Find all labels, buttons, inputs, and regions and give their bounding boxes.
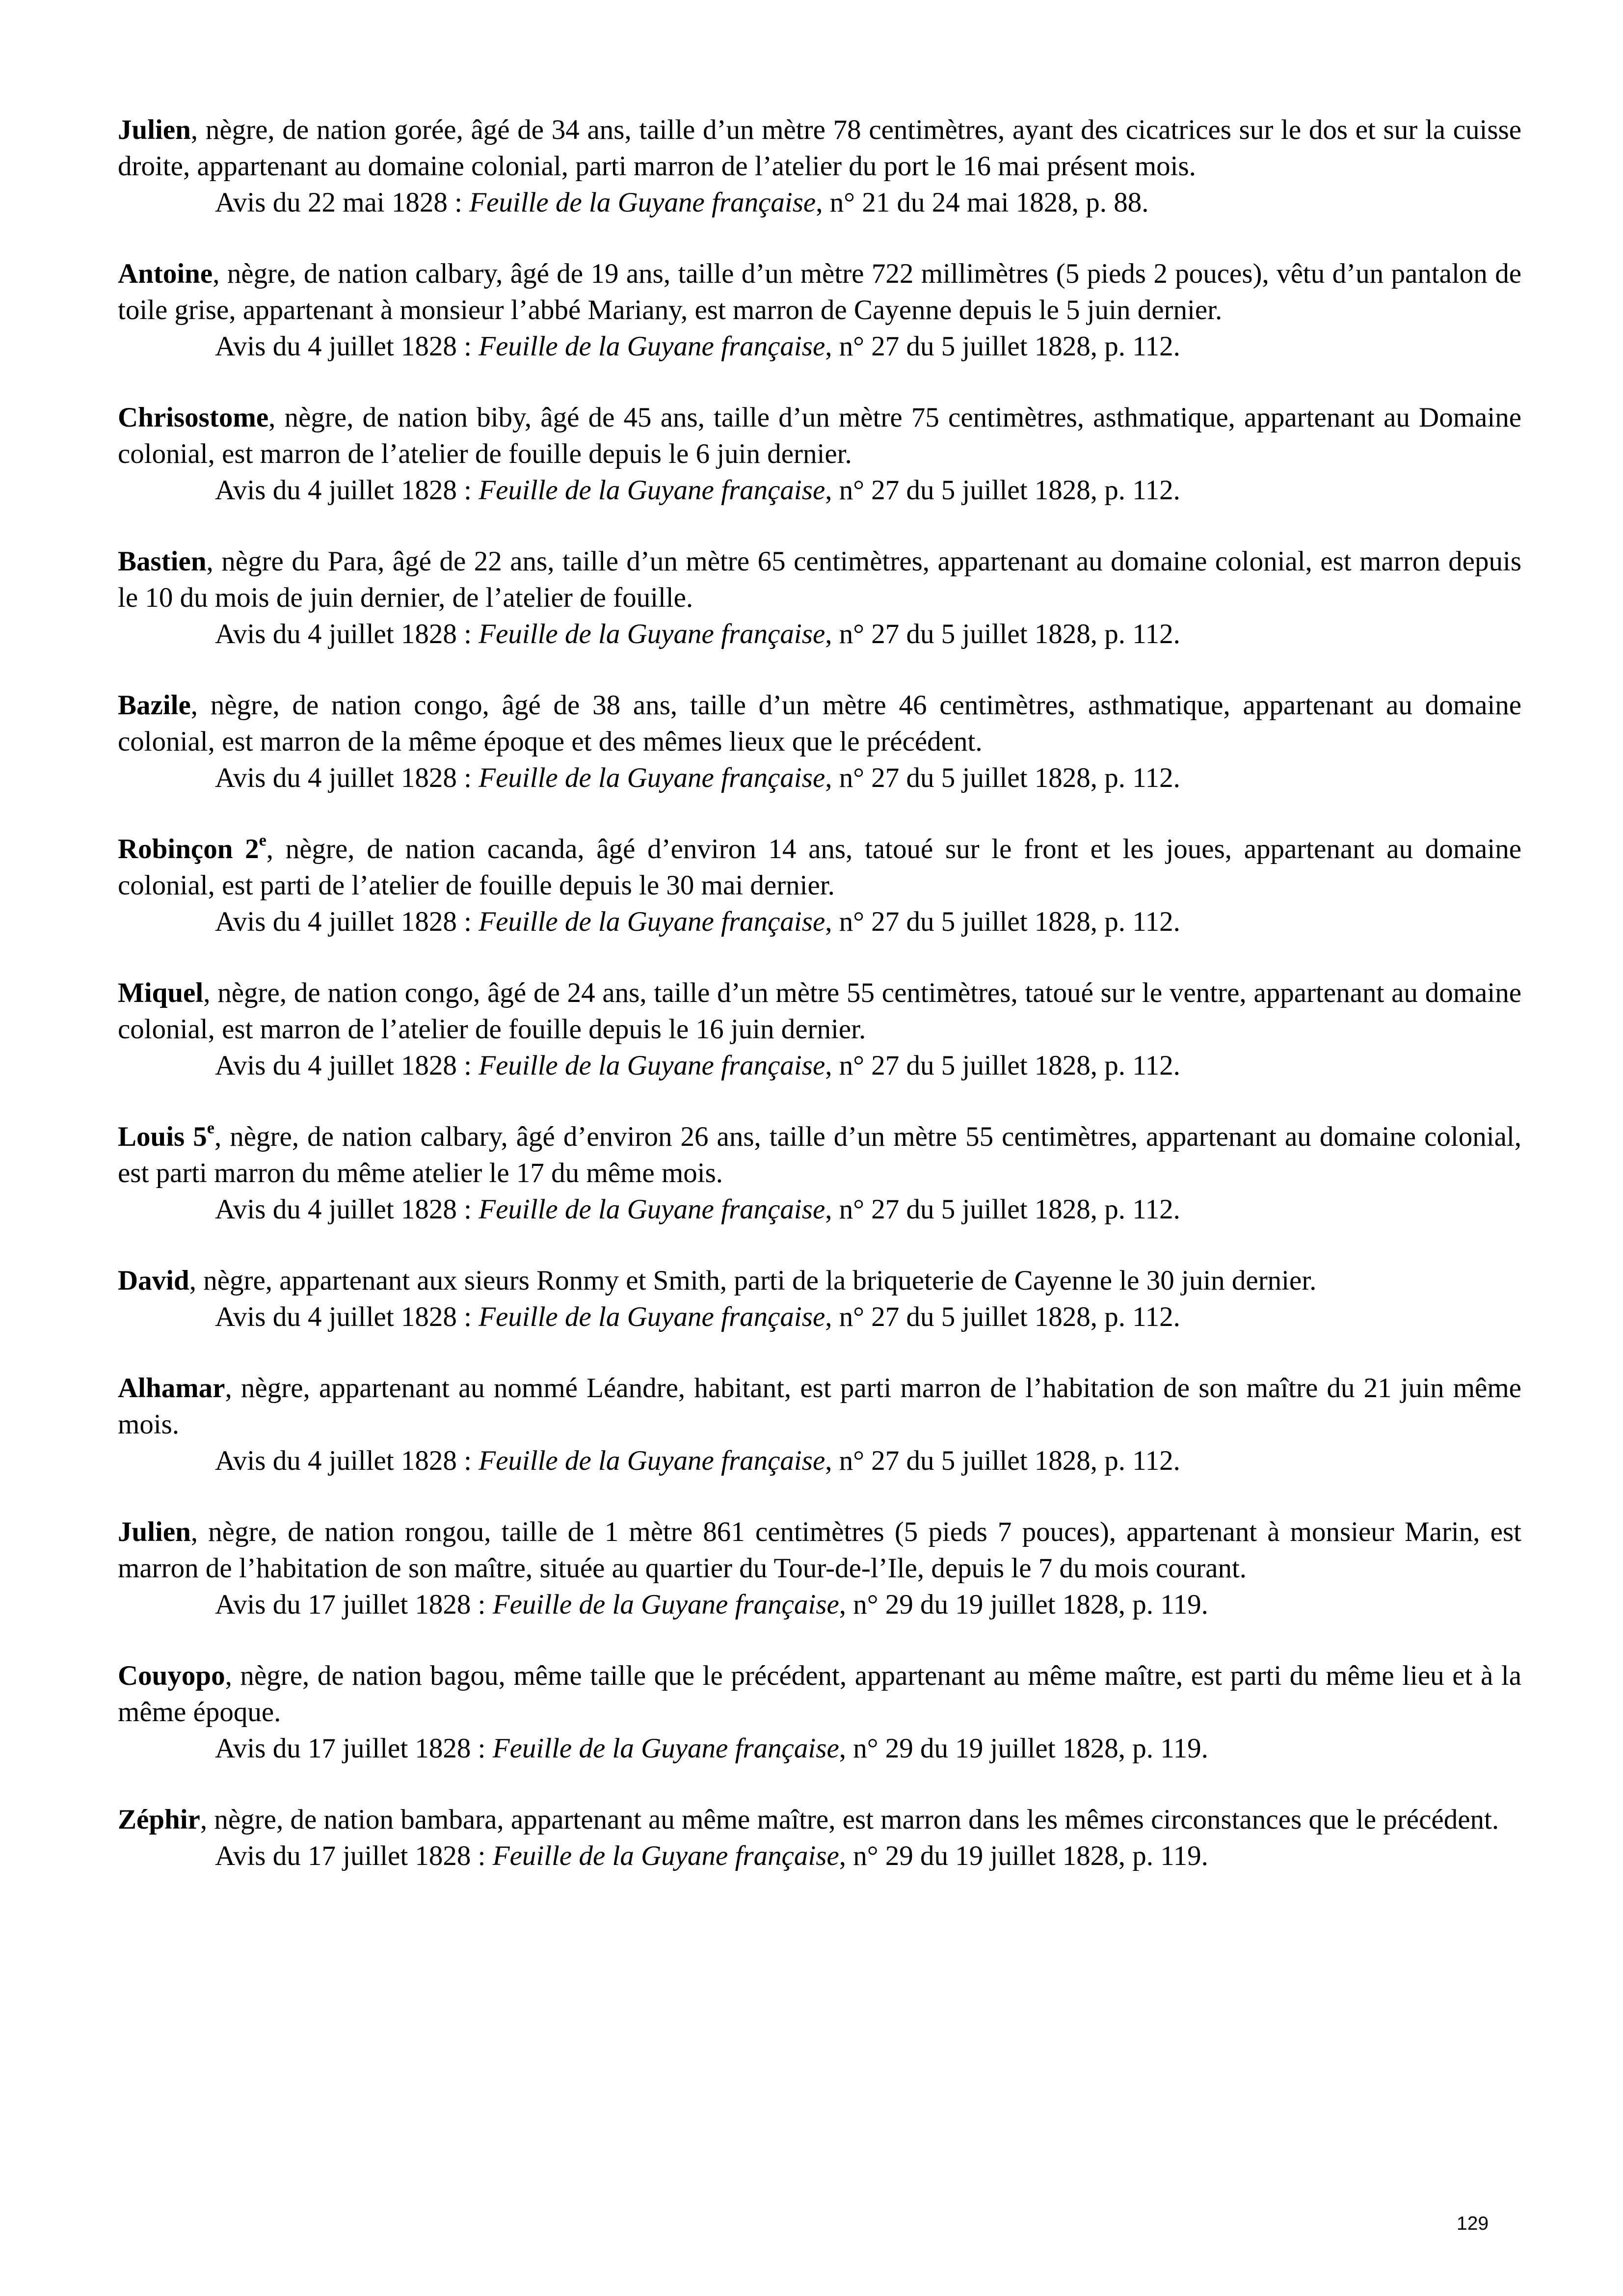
- person-name: Julien: [118, 1516, 191, 1547]
- person-name: Miquel: [118, 977, 204, 1008]
- notice-description: [118, 1119, 1521, 1191]
- source-journal: Feuille de la Guyane française: [479, 1194, 825, 1225]
- person-name: Bazile: [118, 690, 191, 721]
- description-text: , nègre, appartenant aux sieurs Ronmy et Smith, parti de la briqueterie de Cayenne le 30 juin dernier.: [189, 1265, 1317, 1296]
- person-name: David: [118, 1265, 189, 1296]
- notice-entry: [118, 687, 1521, 796]
- notice-description: [118, 1514, 1521, 1587]
- person-name: Julien: [118, 114, 191, 145]
- person-name: Antoine: [118, 258, 213, 289]
- description-text: , nègre, de nation rongou, taille de 1 mètre 861 centimètres (5 pieds 7 pouces), appartenant à monsieur Marin, est marron de l’habitation de son maître, située au quartier du Tour-de-l’Ile, depuis le 7 du mois courant.: [118, 1516, 1521, 1584]
- notice-description: [118, 112, 1521, 185]
- notice-entry: [118, 112, 1521, 221]
- notice-entry: [118, 543, 1521, 652]
- person-name: Alhamar: [118, 1373, 225, 1404]
- notice-description: [118, 975, 1521, 1048]
- notice-description: [118, 1263, 1521, 1299]
- source-citation: [215, 1443, 1521, 1479]
- notice-description: [118, 400, 1521, 472]
- notice-description: [118, 1658, 1521, 1730]
- description-text: , nègre, de nation gorée, âgé de 34 ans, taille d’un mètre 78 centimètres, ayant des cicatrices sur le dos et sur la cuisse droite, appartenant au domaine colonial, parti marron de l’atelier du port le 16 mai présent mois.: [118, 114, 1521, 182]
- ordinal-superscript: e: [259, 831, 266, 850]
- source-prefix: Avis du 17 juillet 1828 :: [215, 1733, 493, 1764]
- source-suffix: , n° 29 du 19 juillet 1828, p. 119.: [839, 1589, 1208, 1620]
- source-prefix: Avis du 17 juillet 1828 :: [215, 1840, 493, 1871]
- source-citation: [215, 904, 1521, 940]
- person-name: Bastien: [118, 546, 207, 577]
- source-citation: [215, 1730, 1521, 1767]
- notice-description: [118, 831, 1521, 904]
- source-citation: [215, 1838, 1521, 1874]
- source-suffix: , n° 27 du 5 juillet 1828, p. 112.: [825, 762, 1180, 793]
- source-citation: [215, 616, 1521, 652]
- notice-description: [118, 687, 1521, 760]
- source-journal: Feuille de la Guyane française: [479, 906, 825, 937]
- notice-description: [118, 1802, 1521, 1838]
- description-text: , nègre, de nation bambara, appartenant au même maître, est marron dans les mêmes circonstances que le précédent.: [200, 1804, 1499, 1835]
- page-number: 129: [1457, 2213, 1489, 2234]
- source-prefix: Avis du 22 mai 1828 :: [215, 187, 470, 218]
- ordinal-superscript: e: [207, 1119, 214, 1137]
- person-name: Couyopo: [118, 1660, 225, 1691]
- source-journal: Feuille de la Guyane française: [479, 1050, 825, 1081]
- source-prefix: Avis du 4 juillet 1828 :: [215, 1050, 479, 1081]
- source-prefix: Avis du 4 juillet 1828 :: [215, 906, 479, 937]
- source-journal: Feuille de la Guyane française: [479, 331, 825, 362]
- description-text: , nègre, de nation calbary, âgé de 19 ans, taille d’un mètre 722 millimètres (5 pieds 2 pouces), vêtu d’un pantalon de toile grise, appartenant à monsieur l’abbé Mariany, est marron de Cayenne depuis le 5 juin dernier.: [118, 258, 1521, 325]
- source-journal: Feuille de la Guyane française: [492, 1840, 839, 1871]
- source-journal: Feuille de la Guyane française: [492, 1589, 839, 1620]
- notice-entry: [118, 1514, 1521, 1623]
- source-citation: [215, 1048, 1521, 1084]
- source-journal: Feuille de la Guyane française: [492, 1733, 839, 1764]
- notice-entry: [118, 400, 1521, 509]
- person-name: Zéphir: [118, 1804, 200, 1835]
- source-prefix: Avis du 4 juillet 1828 :: [215, 1194, 479, 1225]
- source-prefix: Avis du 4 juillet 1828 :: [215, 331, 479, 362]
- source-journal: Feuille de la Guyane française: [479, 762, 825, 793]
- source-journal: Feuille de la Guyane française: [479, 475, 825, 506]
- notice-entry: [118, 1658, 1521, 1767]
- source-citation: [215, 1587, 1521, 1623]
- source-citation: [215, 472, 1521, 509]
- notice-entry: [118, 975, 1521, 1084]
- entry-list: [118, 112, 1521, 1874]
- source-suffix: , n° 27 du 5 juillet 1828, p. 112.: [825, 1050, 1180, 1081]
- source-prefix: Avis du 17 juillet 1828 :: [215, 1589, 493, 1620]
- notice-entry: [118, 831, 1521, 940]
- person-name: Louis 5e: [118, 1119, 214, 1152]
- source-citation: [215, 1191, 1521, 1228]
- source-journal: Feuille de la Guyane française: [479, 619, 825, 649]
- description-text: , nègre, de nation cacanda, âgé d’environ 14 ans, tatoué sur le front et les joues, appartenant au domaine colonial, est parti de l’atelier de fouille depuis le 30 mai dernier.: [118, 834, 1521, 901]
- source-suffix: , n° 21 du 24 mai 1828, p. 88.: [816, 187, 1149, 218]
- source-journal: Feuille de la Guyane française: [469, 187, 816, 218]
- source-citation: [215, 328, 1521, 365]
- notice-entry: [118, 1263, 1521, 1335]
- notice-entry: [118, 1119, 1521, 1228]
- source-prefix: Avis du 4 juillet 1828 :: [215, 762, 479, 793]
- source-prefix: Avis du 4 juillet 1828 :: [215, 619, 479, 649]
- source-prefix: Avis du 4 juillet 1828 :: [215, 1301, 479, 1332]
- description-text: , nègre, de nation biby, âgé de 45 ans, taille d’un mètre 75 centimètres, asthmatique, appartenant au Domaine colonial, est marron de l’atelier de fouille depuis le 6 juin dernier.: [118, 402, 1521, 469]
- source-prefix: Avis du 4 juillet 1828 :: [215, 1445, 479, 1476]
- source-journal: Feuille de la Guyane française: [479, 1301, 825, 1332]
- source-suffix: , n° 27 du 5 juillet 1828, p. 112.: [825, 331, 1180, 362]
- person-name: Robinçon 2e: [118, 831, 266, 864]
- notice-description: [118, 256, 1521, 328]
- source-citation: [215, 185, 1521, 221]
- notice-entry: [118, 256, 1521, 365]
- source-suffix: , n° 29 du 19 juillet 1828, p. 119.: [839, 1840, 1208, 1871]
- source-journal: Feuille de la Guyane française: [479, 1445, 825, 1476]
- source-suffix: , n° 27 du 5 juillet 1828, p. 112.: [825, 619, 1180, 649]
- description-text: , nègre du Para, âgé de 22 ans, taille d’un mètre 65 centimètres, appartenant au domaine colonial, est marron depuis le 10 du mois de juin dernier, de l’atelier de fouille.: [118, 546, 1521, 613]
- source-citation: [215, 760, 1521, 796]
- description-text: , nègre, de nation congo, âgé de 24 ans, taille d’un mètre 55 centimètres, tatoué sur le ventre, appartenant au domaine colonial, est marron de l’atelier de fouille depuis le 16 juin dernier.: [118, 977, 1521, 1045]
- source-citation: [215, 1299, 1521, 1335]
- description-text: , nègre, de nation bagou, même taille que le précédent, appartenant au même maître, est parti du même lieu et à la même époque.: [118, 1660, 1521, 1728]
- source-suffix: , n° 27 du 5 juillet 1828, p. 112.: [825, 475, 1180, 506]
- description-text: , nègre, appartenant au nommé Léandre, habitant, est parti marron de l’habitation de son maître du 21 juin même mois.: [118, 1373, 1521, 1440]
- notice-description: [118, 543, 1521, 616]
- person-name: Chrisostome: [118, 402, 269, 433]
- notice-entry: [118, 1370, 1521, 1479]
- source-suffix: , n° 27 du 5 juillet 1828, p. 112.: [825, 1445, 1180, 1476]
- source-suffix: , n° 27 du 5 juillet 1828, p. 112.: [825, 1194, 1180, 1225]
- source-suffix: , n° 29 du 19 juillet 1828, p. 119.: [839, 1733, 1208, 1764]
- description-text: , nègre, de nation calbary, âgé d’environ 26 ans, taille d’un mètre 55 centimètres, appartenant au domaine colonial, est parti marron du même atelier le 17 du même mois.: [118, 1121, 1521, 1189]
- description-text: , nègre, de nation congo, âgé de 38 ans, taille d’un mètre 46 centimètres, asthmatique, appartenant au domaine colonial, est marron de la même époque et des mêmes lieux que le précédent.: [118, 690, 1521, 757]
- source-suffix: , n° 27 du 5 juillet 1828, p. 112.: [825, 906, 1180, 937]
- source-prefix: Avis du 4 juillet 1828 :: [215, 475, 479, 506]
- notice-entry: [118, 1802, 1521, 1874]
- notice-description: [118, 1370, 1521, 1443]
- source-suffix: , n° 27 du 5 juillet 1828, p. 112.: [825, 1301, 1180, 1332]
- document-body: [118, 112, 1521, 1909]
